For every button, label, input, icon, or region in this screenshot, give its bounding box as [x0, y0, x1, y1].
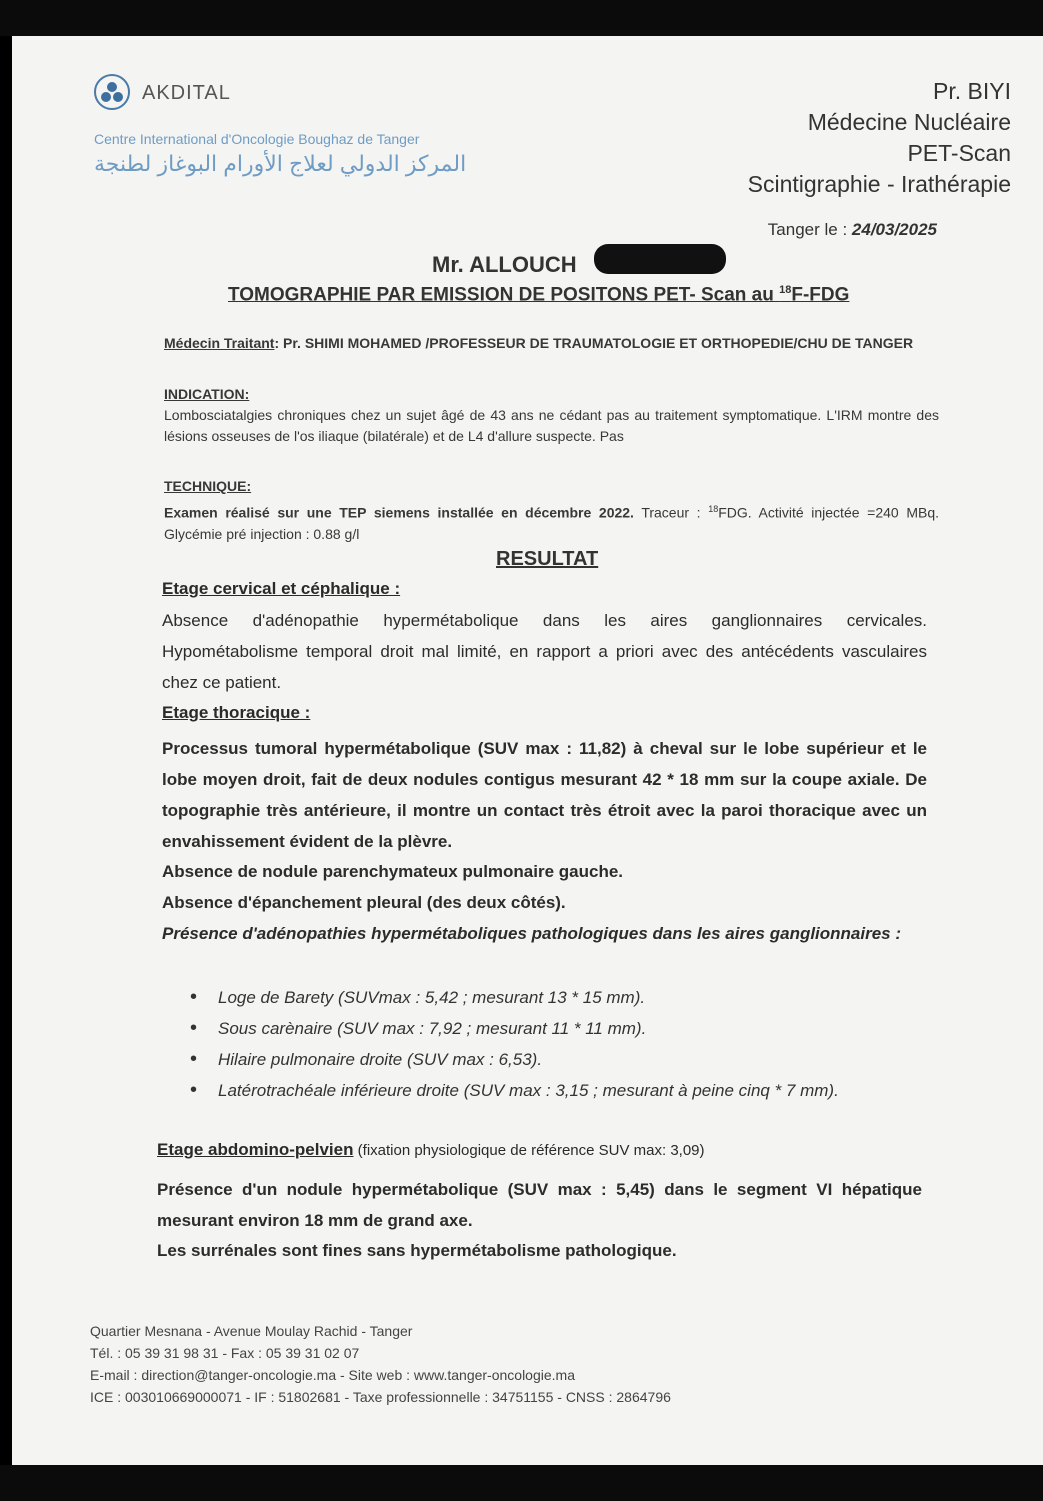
resultat-heading: RESULTAT: [496, 548, 599, 570]
specialty: Scintigraphie - Irathérapie: [747, 171, 1011, 197]
medecin-label: Médecin Traitant: [164, 335, 275, 351]
exam-title: TOMOGRAPHIE PAR EMISSION DE POSITONS PET- Scan au $^{18}$F-FDG: [228, 284, 850, 306]
specialty: Médecine Nucléaire: [807, 109, 1011, 135]
technique-label: TECHNIQUE:: [164, 478, 252, 494]
section-abdomino-title: Etage abdomino-pelvien (fixation physiologique de référence SUV max: 3,09): [157, 1140, 705, 1159]
technique-text: Examen réalisé sur une TEP siemens installée en décembre 2022. Traceur : $^{18}$FDG. Activité injectée =240 MBq. Glycémie pré injection : 0.88 g/l: [164, 504, 939, 542]
date-value: 24/03/2025: [851, 220, 937, 239]
footer-ids: ICE : 003010669000071 - IF : 51802681 - Taxe professionnelle : 34751155 - CNSS : 2864796: [90, 1389, 671, 1405]
doctor-name: Pr. BIYI: [933, 78, 1011, 104]
thoracique-p2: Absence de nodule parenchymateux pulmonaire gauche.: [162, 862, 624, 881]
bottom-black-bar: [0, 1465, 1043, 1501]
list-item: • Hilaire pulmonaire droite (SUV max : 6,53).: [190, 1044, 930, 1075]
redaction-mark: [594, 244, 726, 274]
akdital-logo-icon: [94, 74, 130, 110]
medecin-value: : Pr. SHIMI MOHAMED /PROFESSEUR DE TRAUMATOLOGIE ET ORTHOPEDIE/CHU DE TANGER: [274, 335, 914, 351]
list-item: • Loge de Barety (SUVmax : 5,42 ; mesurant 13 * 15 mm).: [190, 982, 930, 1013]
specialty: PET-Scan: [907, 140, 1011, 166]
centre-name-fr: Centre International d'Oncologie Boughaz de Tanger: [94, 131, 420, 147]
adenopathy-list: [190, 982, 930, 1106]
list-item: • Sous carènaire (SUV max : 7,92 ; mesurant 11 * 11 mm).: [190, 1013, 930, 1044]
section-cervical-title: Etage cervical et céphalique :: [162, 579, 401, 598]
footer-phone: Tél. : 05 39 31 98 31 - Fax : 05 39 31 02 07: [90, 1345, 360, 1361]
thoracique-p1: Processus tumoral hypermétabolique (SUV max : 11,82) à cheval sur le lobe supérieur et le lobe moyen droit, fait de deux nodules contigus mesurant 42 * 18 mm sur la coupe axiale. De topographie très antérieure, il montre un contact très étroit avec la paroi thoracique avec un envahissement évident de la plèvre.: [162, 739, 927, 851]
thoracique-p3: Absence d'épanchement pleural (des deux côtés).: [162, 893, 566, 912]
date-line: [768, 220, 937, 240]
footer-email: E-mail : direction@tanger-oncologie.ma - Site web : www.tanger-oncologie.ma: [90, 1367, 575, 1383]
top-black-bar: [0, 0, 1043, 36]
report-page: [12, 36, 1043, 1465]
brand-name: AKDITAL: [142, 82, 231, 104]
abdomino-p2: Les surrénales sont fines sans hypermétabolisme pathologique.: [157, 1241, 677, 1260]
indication-text: Lombosciatalgies chroniques chez un sujet âgé de 43 ans ne cédant pas au traitement symptomatique. L'IRM montre des lésions osseuses de l'os iliaque (bilatérale) et de L4 d'allure suspecte. Pas: [164, 407, 939, 444]
doctor-header: [748, 76, 1011, 200]
thoracique-p4: Présence d'adénopathies hypermétaboliques pathologiques dans les aires ganglionnaires :: [162, 924, 902, 943]
footer-address: Quartier Mesnana - Avenue Moulay Rachid - Tanger: [90, 1323, 413, 1339]
date-label: Tanger le :: [767, 220, 848, 239]
footer-contact: [90, 1320, 671, 1408]
section-thoracique-title: Etage thoracique :: [162, 703, 311, 722]
centre-name-ar: المركز الدولي لعلاج الأورام البوغاز لطنجة: [94, 151, 467, 176]
indication-label: INDICATION:: [164, 386, 250, 402]
patient-name: Mr. ALLOUCH: [432, 252, 577, 277]
section-cervical-text: Absence d'adénopathie hypermétabolique dans les aires ganglionnaires cervicales. Hypométabolisme temporal droit mal limité, en rapport a priori avec des antécédents vasculaires chez ce patient.: [162, 611, 927, 692]
abdomino-p1: Présence d'un nodule hypermétabolique (SUV max : 5,45) dans le segment VI hépatique mesurant environ 18 mm de grand axe.: [157, 1180, 922, 1230]
list-item: • Latérotrachéale inférieure droite (SUV max : 3,15 ; mesurant à peine cinq * 7 mm).: [190, 1075, 930, 1106]
medecin-traitant: [164, 333, 939, 354]
